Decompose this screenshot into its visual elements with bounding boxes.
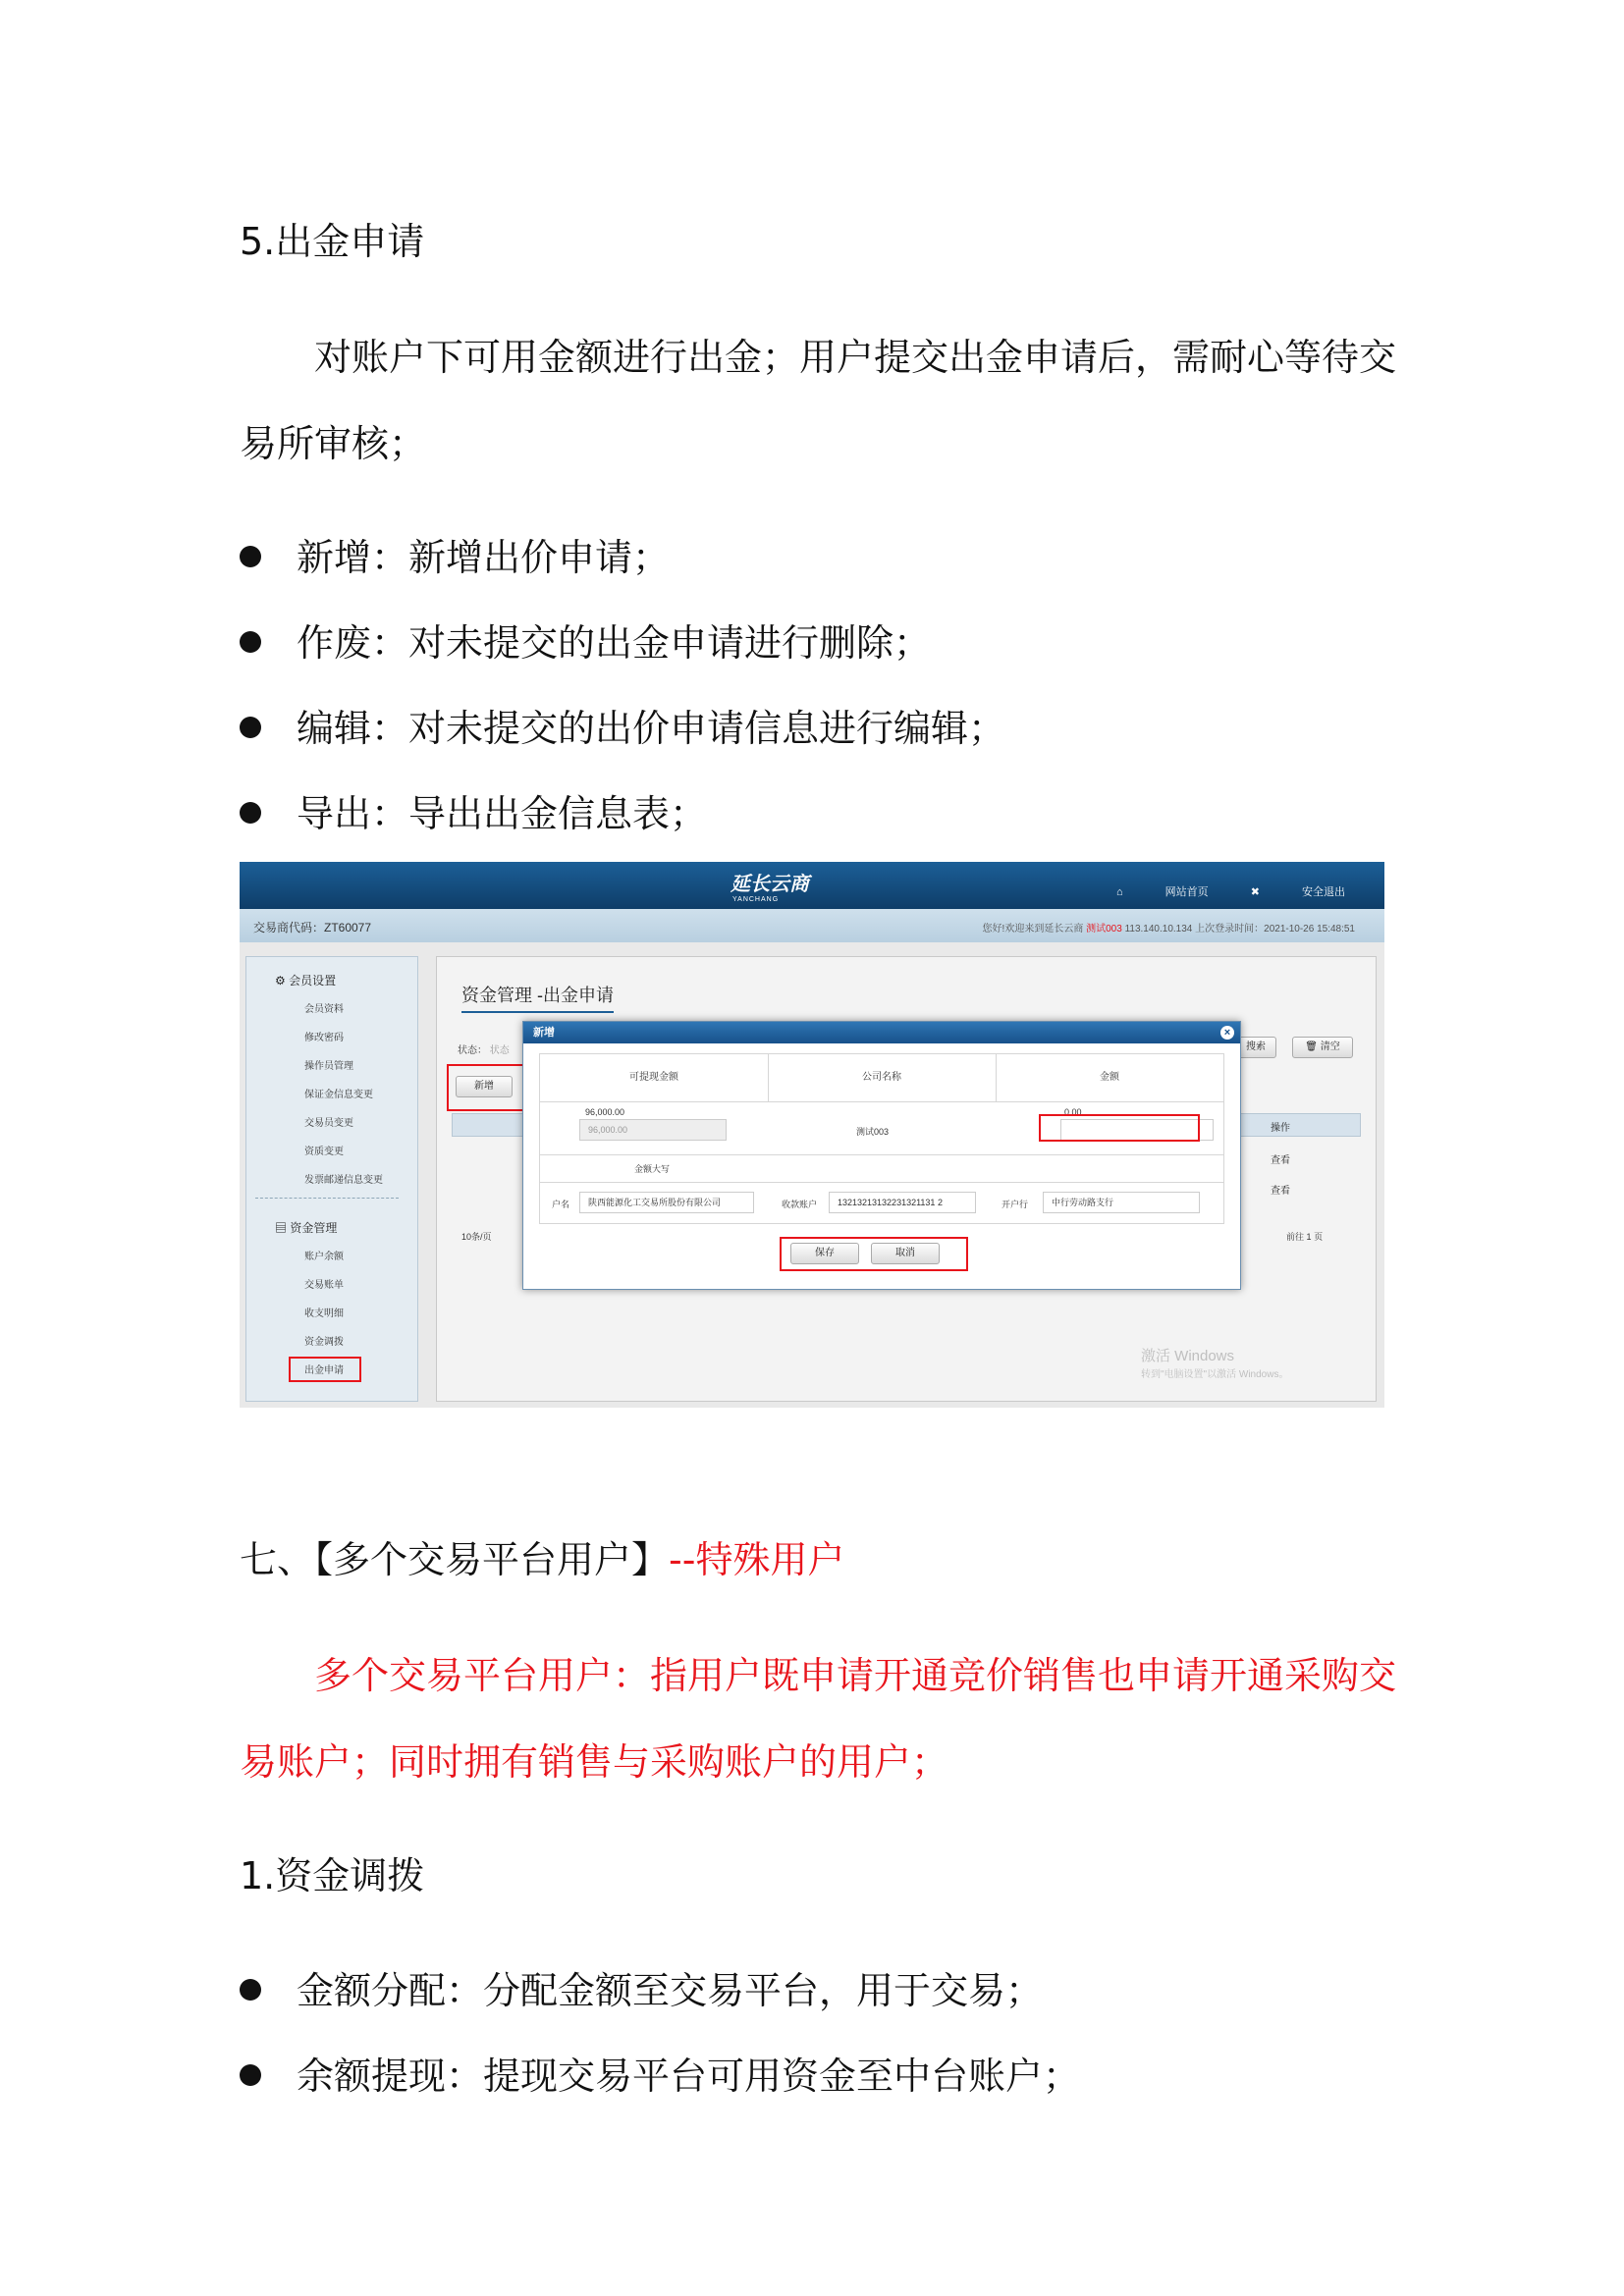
available-input[interactable]: 96,000.00 <box>579 1119 727 1141</box>
clear-button[interactable] <box>1292 1037 1353 1058</box>
sidebar-group-label: 会员设置 <box>289 974 337 988</box>
logout-link[interactable]: ✖ 安全退出 <box>1250 886 1345 898</box>
bullet-dot-icon <box>240 802 261 824</box>
logo <box>731 868 888 903</box>
bank-label: 开户行 <box>1001 1200 1029 1209</box>
divider <box>540 1182 1223 1183</box>
paragraph-line: 易所审核； <box>240 422 427 465</box>
bullet-text: 金额分配：分配金额至交易平台，用于交易； <box>297 1969 1044 2012</box>
amount-cn-label: 金额大写 <box>634 1164 671 1174</box>
bullet-item <box>240 705 1005 752</box>
user-name: 测试003 <box>1086 924 1122 934</box>
heading-black-part: 七、【多个交易平台用户】 <box>240 1538 670 1581</box>
bullet-item <box>240 534 670 581</box>
last-login: 上次登录时间：2021-10-26 15:48:51 <box>1195 924 1355 934</box>
bullet-dot-icon <box>240 717 261 738</box>
sidebar-group-member[interactable]: ⚙ 会员设置 <box>275 974 337 988</box>
sidebar-item-withdrawal[interactable]: 出金申请 <box>304 1365 344 1376</box>
info-bar <box>240 909 1384 942</box>
heading-multi-platform <box>240 1536 844 1583</box>
highlight-box <box>289 1357 361 1382</box>
sidebar-item[interactable]: 交易员变更 <box>304 1118 353 1129</box>
divider <box>540 1101 1223 1102</box>
windows-watermark <box>1141 1345 1288 1380</box>
search-button[interactable]: 搜索 <box>1235 1037 1276 1058</box>
sidebar-item[interactable]: 修改密码 <box>304 1033 344 1043</box>
col-available: 可提现金额 <box>540 1054 769 1101</box>
bullet-item <box>240 1967 1043 2014</box>
welcome-text: 您好!欢迎来到延长云商 <box>982 924 1084 934</box>
status-filter[interactable] <box>458 1041 510 1056</box>
bullet-text: 余额提现：提现交易平台可用资金至中台账户； <box>297 2055 1081 2098</box>
clear-icon: 🗑 <box>1305 1041 1318 1052</box>
cancel-button[interactable]: 取消 <box>871 1243 940 1264</box>
logo-subtitle: YANCHANG <box>732 896 780 903</box>
paragraph-line: 对账户下可用金额进行出金；用户提交出金申请后，需耐心等待交 <box>314 336 1397 379</box>
bullet-text: 作废：对未提交的出金申请进行删除； <box>297 621 932 665</box>
bullet-text: 新增：新增出价申请； <box>297 536 671 579</box>
bank-input[interactable]: 中行劳动路支行 <box>1043 1192 1200 1213</box>
account-name-input[interactable]: 陕西能源化工交易所股份有限公司 <box>579 1192 754 1213</box>
page-suffix: 页 <box>1314 1232 1324 1242</box>
status-label: 状态： <box>458 1045 487 1056</box>
bullet-item <box>240 619 931 667</box>
top-banner <box>240 862 1384 909</box>
heading-red-part: --特殊用户 <box>669 1538 845 1581</box>
highlight-box <box>1039 1114 1200 1142</box>
view-link[interactable]: 查看 <box>1271 1186 1290 1197</box>
sidebar-item[interactable]: 发票邮递信息变更 <box>304 1175 383 1186</box>
bullet-dot-icon <box>240 546 261 567</box>
recv-account-input[interactable]: 13213213132231321131 2 <box>829 1192 976 1213</box>
home-link[interactable]: ⌂ 网站首页 <box>1115 886 1209 898</box>
sidebar-item[interactable]: 资质变更 <box>304 1147 344 1157</box>
sidebar-item[interactable]: 会员资料 <box>304 1004 344 1015</box>
ip-address: 113.140.10.134 <box>1124 924 1193 934</box>
login-info <box>983 920 1355 934</box>
view-link[interactable]: 查看 <box>1271 1155 1290 1166</box>
paragraph-line: 多个交易平台用户：指用户既申请开通竞价销售也申请开通采购交 <box>314 1654 1397 1697</box>
bullet-text: 导出：导出出金信息表； <box>297 792 708 835</box>
page-jump[interactable] <box>1286 1230 1323 1243</box>
highlight-box <box>780 1237 968 1271</box>
highlight-box <box>447 1064 527 1111</box>
logout-link-label: 安全退出 <box>1302 886 1345 898</box>
sidebar-item[interactable]: 交易账单 <box>304 1280 344 1291</box>
bullet-text: 编辑：对未提交的出价申请信息进行编辑； <box>297 707 1006 750</box>
watermark-title: 激活 Windows <box>1141 1348 1235 1364</box>
recv-account-label: 收款账户 <box>782 1200 818 1209</box>
paragraph-line: 易账户；同时拥有销售与采购账户的用户； <box>240 1740 949 1784</box>
company-value: 测试003 <box>856 1127 890 1137</box>
heading-withdrawal: 5.出金申请 <box>240 220 425 263</box>
op-column-header: 操作 <box>1271 1123 1290 1134</box>
sidebar-item[interactable]: 资金调拨 <box>304 1337 344 1348</box>
bullet-item <box>240 790 707 837</box>
sidebar-item[interactable]: 账户余额 <box>304 1252 344 1262</box>
col-company: 公司名称 <box>768 1054 997 1101</box>
account-name-label: 户名 <box>552 1200 570 1209</box>
save-button[interactable]: 保存 <box>790 1243 859 1264</box>
breadcrumb: 资金管理 -出金申请 <box>461 982 614 1013</box>
page-size-select[interactable]: 10条/页 <box>461 1232 492 1242</box>
bullet-item <box>240 2053 1080 2100</box>
amount-value: 0.00 <box>1064 1107 1082 1117</box>
watermark-subtitle: 转到"电脑设置"以激活 Windows。 <box>1141 1369 1289 1380</box>
clear-label: 清空 <box>1320 1041 1340 1052</box>
sidebar-divider <box>255 1198 399 1199</box>
embedded-screenshot <box>240 862 1384 1408</box>
add-button[interactable]: 新增 <box>456 1076 513 1097</box>
close-icon[interactable]: × <box>1220 1026 1234 1040</box>
dealer-code: 交易商代码：ZT60077 <box>253 921 372 934</box>
divider <box>540 1154 1223 1155</box>
sidebar-group-label: 资金管理 <box>290 1221 338 1235</box>
sidebar-item[interactable]: 收支明细 <box>304 1308 344 1319</box>
dialog-title: 新增 <box>523 1022 1240 1043</box>
home-link-label: 网站首页 <box>1164 886 1209 898</box>
sidebar-item[interactable]: 保证金信息变更 <box>304 1090 373 1100</box>
available-value: 96,000.00 <box>585 1107 625 1117</box>
heading-fund-transfer: 1.资金调拨 <box>240 1854 425 1897</box>
goto-label: 前往 <box>1286 1232 1305 1242</box>
bullet-dot-icon <box>240 2064 261 2086</box>
col-amount: 金额 <box>1100 1072 1119 1083</box>
sidebar-item[interactable]: 操作员管理 <box>304 1061 353 1072</box>
goto-page: 1 <box>1306 1232 1312 1242</box>
logo-text: 延长云商 <box>731 874 809 895</box>
sidebar-group-funds[interactable]: ▤ 资金管理 <box>275 1221 338 1235</box>
status-value: 状态 <box>489 1045 510 1056</box>
bullet-dot-icon <box>240 631 261 653</box>
bullet-dot-icon <box>240 1979 261 2001</box>
